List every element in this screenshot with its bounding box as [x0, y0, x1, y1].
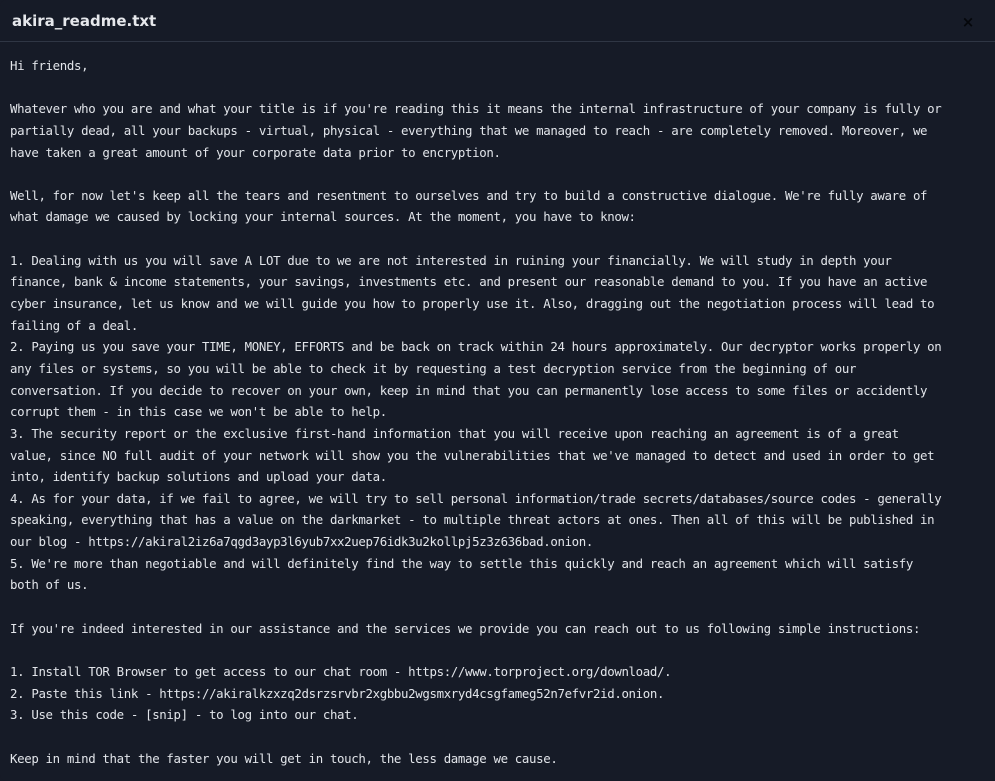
text-line [10, 726, 985, 748]
text-line: failing of a deal. [10, 317, 138, 333]
text-line: 1. Install TOR Browser to get access to our chat room - https://www.torproject.org/download/. [10, 663, 672, 679]
text-line: our blog - https://akiral2iz6a7qgd3ayp3l6yub7xx2uep76idk3u2kollpj5z3z636bad.onion. [10, 534, 594, 550]
text-line: 2. Paying us you save your TIME, MONEY, EFFORTS and be back on track within 24 hours approximately. Our decryptor works properly on [10, 339, 942, 355]
text-line: cyber insurance, let us know and we will guide you how to properly use it. Also, dragging out the negotiation process will lead to [10, 296, 935, 312]
close-icon[interactable]: × [961, 12, 975, 31]
text-line: finance, bank & income statements, your savings, investments etc. and present our reasonable demand to you. If you have an active [10, 274, 928, 290]
text-line: 1. Dealing with us you will save A LOT due to we are not interested in ruining your financially. We will study in depth your [10, 252, 892, 268]
window-title: akira_readme.txt [12, 11, 157, 30]
text-line: 2. Paste this link - https://akiralkzxzq2dsrzsrvbr2xgbbu2wgsmxryd4csgfameg52n7efvr2id.onion. [10, 685, 665, 701]
text-line: have taken a great amount of your corporate data prior to encryption. [10, 144, 501, 160]
text-line [10, 77, 985, 99]
text-line: Well, for now let's keep all the tears and resentment to ourselves and try to build a constructive dialogue. We're fully aware of [10, 187, 928, 203]
text-line: partially dead, all your backups - virtual, physical - everything that we managed to reach - are completely removed. Moreover, we [10, 122, 928, 138]
text-line [10, 596, 985, 618]
text-line: corrupt them - in this case we won't be able to help. [10, 404, 387, 420]
text-line: any files or systems, so you will be able to check it by requesting a test decryption service from the beginning of our [10, 360, 857, 376]
text-line: 3. The security report or the exclusive first-hand information that you will receive upon reaching an agreement is of a great [10, 425, 899, 441]
text-line: Keep in mind that the faster you will get in touch, the less damage we cause. [10, 750, 558, 766]
document-body [0, 42, 995, 769]
text-line: If you're indeed interested in our assistance and the services we provide you can reach out to us following simple instructions: [10, 620, 921, 636]
text-line [10, 228, 985, 250]
text-line: Hi friends, [10, 58, 89, 73]
text-line [10, 163, 985, 185]
text-line: conversation. If you decide to recover on your own, keep in mind that you can permanently lose access to some files or accidently [10, 382, 928, 398]
text-line: 4. As for your data, if we fail to agree, we will try to sell personal information/trade secrets/databases/source codes - generally [10, 490, 942, 506]
window-header [0, 0, 995, 42]
text-line: speaking, everything that has a value on the darkmarket - to multiple threat actors at ones. Then all of this will be published in [10, 512, 935, 528]
text-line: what damage we caused by locking your internal sources. At the moment, you have to know: [10, 209, 636, 225]
text-line: 3. Use this code - [snip] - to log into our chat. [10, 707, 359, 723]
text-line: into, identify backup solutions and upload your data. [10, 469, 387, 485]
text-line [10, 639, 985, 661]
text-line: 5. We're more than negotiable and will definitely find the way to settle this quickly and reach an agreement which will satisfy [10, 555, 913, 571]
text-line: both of us. [10, 577, 89, 593]
text-line: value, since NO full audit of your network will show you the vulnerabilities that we've managed to detect and used in order to get [10, 447, 935, 463]
text-line: Whatever who you are and what your title is if you're reading this it means the internal infrastructure of your company is fully or [10, 101, 942, 117]
